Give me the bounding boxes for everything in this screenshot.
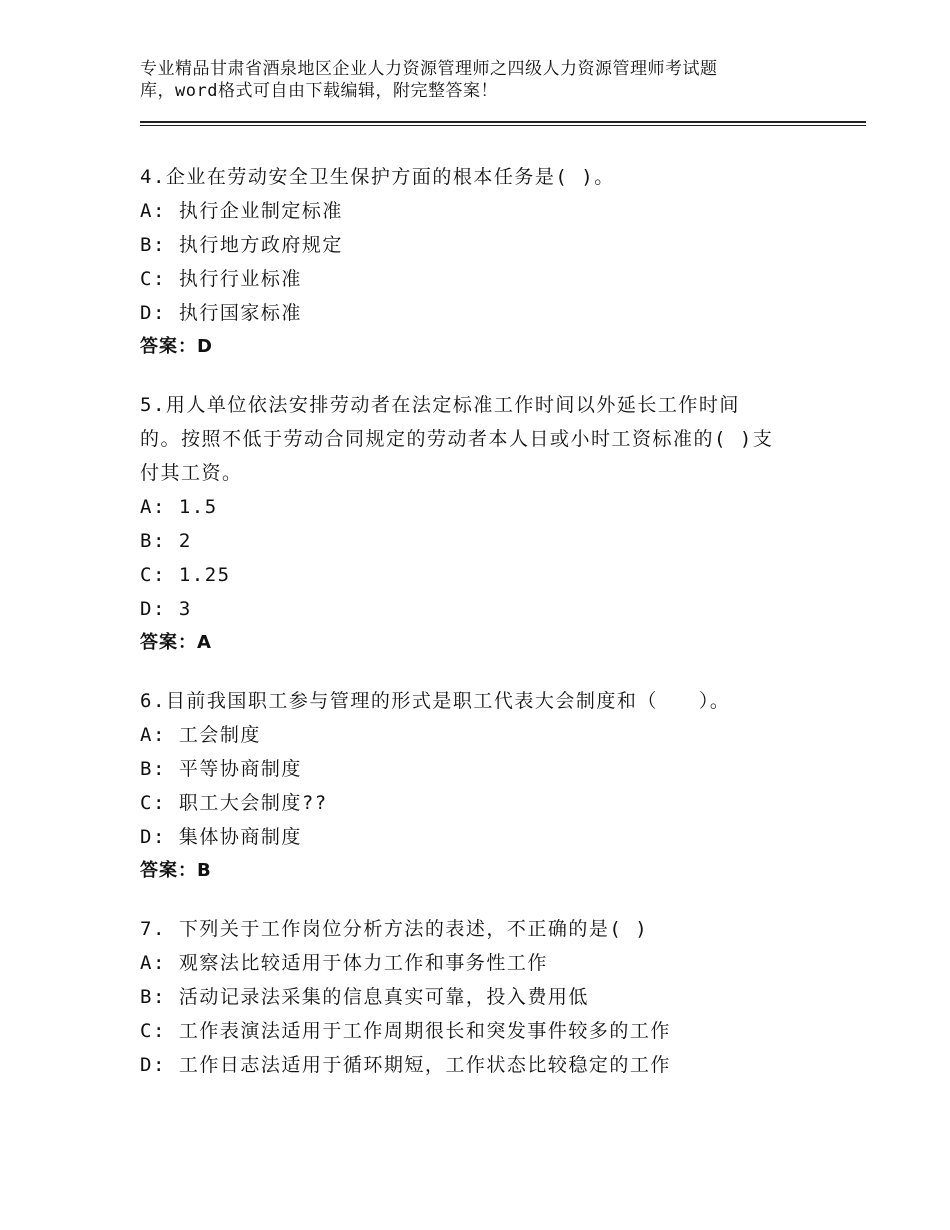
option-c: C: 执行行业标准 [140, 268, 302, 290]
question-stem: 7. 下列关于工作岗位分析方法的表述，不正确的是( ) [140, 918, 649, 940]
option-a: A: 工会制度 [140, 724, 261, 746]
header-divider-thin [140, 125, 866, 126]
header-line-2: 库，word格式可自由下载编辑，附完整答案！ [140, 81, 498, 101]
option-c: C: 1.25 [140, 564, 231, 586]
question-stem-line-1: 5.用人单位依法安排劳动者在法定标准工作时间以外延长工作时间 [140, 394, 740, 416]
question-stem: 4.企业在劳动安全卫生保护方面的根本任务是( )。 [140, 166, 615, 188]
option-b: B: 平等协商制度 [140, 758, 302, 780]
question-list [140, 160, 840, 1106]
option-d: D: 集体协商制度 [140, 826, 302, 848]
header-divider-thick [140, 121, 866, 123]
question-5 [140, 388, 840, 660]
option-d: D: 执行国家标准 [140, 302, 302, 324]
option-c: C: 职工大会制度?? [140, 792, 328, 814]
answer-label: 答案：B [140, 860, 212, 881]
answer-label: 答案：A [140, 632, 212, 653]
question-stem-line-3: 付其工资。 [140, 462, 243, 484]
question-stem-line-2: 的。按照不低于劳动合同规定的劳动者本人日或小时工资标准的( )支 [140, 428, 774, 450]
question-7 [140, 912, 840, 1082]
option-b: B: 活动记录法采集的信息真实可靠，投入费用低 [140, 986, 589, 1008]
option-b: B: 2 [140, 530, 192, 552]
document-header [140, 58, 790, 102]
option-d: D: 3 [140, 598, 192, 620]
option-a: A: 观察法比较适用于体力工作和事务性工作 [140, 952, 548, 974]
option-a: A: 1.5 [140, 496, 218, 518]
option-d: D: 工作日志法适用于循环期短，工作状态比较稳定的工作 [140, 1054, 671, 1076]
question-stem: 6.目前我国职工参与管理的形式是职工代表大会制度和（ ）。 [140, 690, 731, 712]
answer-label: 答案：D [140, 336, 213, 357]
option-b: B: 执行地方政府规定 [140, 234, 343, 256]
header-line-1: 专业精品甘肃省酒泉地区企业人力资源管理师之四级人力资源管理师考试题 [140, 59, 718, 79]
question-4 [140, 160, 840, 364]
option-c: C: 工作表演法适用于工作周期很长和突发事件较多的工作 [140, 1020, 671, 1042]
question-6 [140, 684, 840, 888]
option-a: A: 执行企业制定标准 [140, 200, 343, 222]
